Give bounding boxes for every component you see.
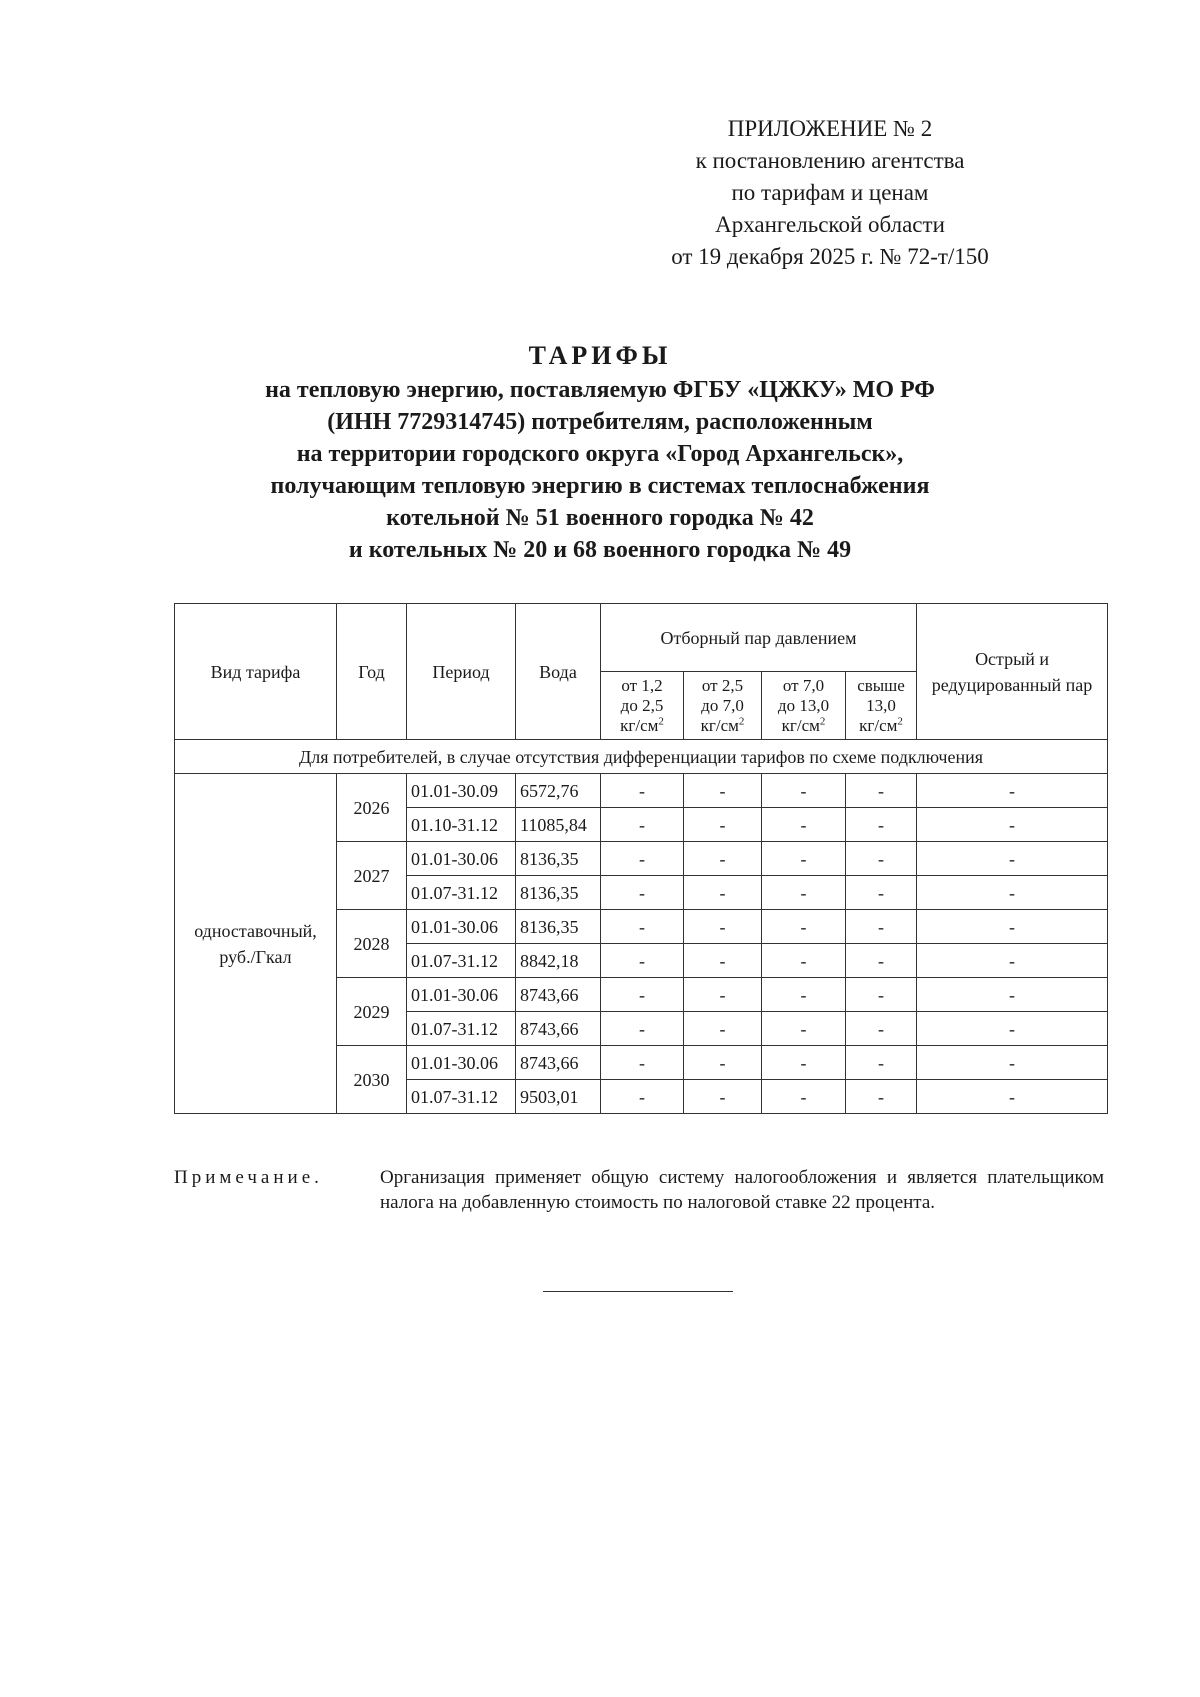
- steam-4-cell: -: [846, 910, 917, 944]
- steam-3-cell: -: [762, 774, 846, 808]
- tariffs-body: [175, 740, 1108, 1114]
- header-sharp-steam: Острый и редуцированный пар: [917, 604, 1108, 740]
- header-water: Вода: [516, 604, 601, 740]
- period-cell: 01.01-30.06: [407, 842, 516, 876]
- appendix-date-number: от 19 декабря 2025 г. № 72-т/150: [671, 244, 989, 269]
- title-line: котельной № 51 военного городка № 42: [386, 505, 814, 531]
- water-cell: 8136,35: [516, 910, 601, 944]
- appendix-line: Архангельской области: [715, 212, 945, 237]
- steam-2-cell: -: [684, 1046, 762, 1080]
- year-cell: 2030: [337, 1046, 407, 1114]
- table-row: [175, 774, 1108, 808]
- steam-3-cell: -: [762, 910, 846, 944]
- steam-4-cell: -: [846, 944, 917, 978]
- water-cell: 8842,18: [516, 944, 601, 978]
- steam-2-cell: -: [684, 774, 762, 808]
- steam-2-cell: -: [684, 1012, 762, 1046]
- steam-2-cell: -: [684, 978, 762, 1012]
- year-cell: 2027: [337, 842, 407, 910]
- document-title: [150, 340, 1050, 566]
- steam-4-cell: -: [846, 1080, 917, 1114]
- note-label: Примечание.: [174, 1167, 323, 1188]
- title-line: получающим тепловую энергию в системах теплоснабжения: [270, 473, 930, 499]
- steam-1-cell: -: [601, 842, 684, 876]
- sharp-steam-cell: -: [917, 774, 1108, 808]
- section-label: Для потребителей, в случае отсутствия дифференциации тарифов по схеме подключения: [175, 740, 1108, 774]
- header-year: Год: [337, 604, 407, 740]
- header-steam-1: от 1,2 до 2,5 $кг/см^2$: [601, 672, 684, 740]
- steam-3-cell: -: [762, 1046, 846, 1080]
- steam-4-cell: -: [846, 842, 917, 876]
- steam-1-cell: -: [601, 876, 684, 910]
- steam-2-cell: -: [684, 944, 762, 978]
- sharp-steam-cell: -: [917, 910, 1108, 944]
- title-line: (ИНН 7729314745) потребителям, расположенным: [327, 409, 873, 435]
- title-line: и котельных № 20 и 68 военного городка № 49: [348, 537, 852, 563]
- steam-3-cell: -: [762, 944, 846, 978]
- steam-4-cell: -: [846, 978, 917, 1012]
- period-cell: 01.01-30.06: [407, 978, 516, 1012]
- appendix-line: к постановлению агентства: [695, 148, 965, 173]
- steam-1-cell: -: [601, 774, 684, 808]
- steam-3-cell: -: [762, 842, 846, 876]
- steam-1-cell: -: [601, 1080, 684, 1114]
- steam-3-cell: -: [762, 978, 846, 1012]
- steam-1-cell: -: [601, 910, 684, 944]
- sharp-steam-cell: -: [917, 876, 1108, 910]
- appendix-line: по тарифам и ценам: [731, 180, 929, 205]
- steam-2-cell: -: [684, 876, 762, 910]
- steam-4-cell: -: [846, 1012, 917, 1046]
- header-steam-group: Отборный пар давлением: [601, 604, 917, 672]
- divider-line: [543, 1291, 733, 1292]
- year-cell: 2028: [337, 910, 407, 978]
- sharp-steam-cell: -: [917, 1012, 1108, 1046]
- year-cell: 2029: [337, 978, 407, 1046]
- water-cell: 8136,35: [516, 842, 601, 876]
- sharp-steam-cell: -: [917, 808, 1108, 842]
- appendix-header: [640, 113, 1020, 273]
- period-cell: 01.07-31.12: [407, 944, 516, 978]
- steam-1-cell: -: [601, 808, 684, 842]
- sharp-steam-cell: -: [917, 978, 1108, 1012]
- tariff-type-cell: одноставочный, руб./Гкал: [175, 774, 337, 1114]
- period-cell: 01.01-30.06: [407, 910, 516, 944]
- sharp-steam-cell: -: [917, 1046, 1108, 1080]
- water-cell: 8743,66: [516, 1012, 601, 1046]
- sharp-steam-cell: -: [917, 842, 1108, 876]
- steam-1-cell: -: [601, 1046, 684, 1080]
- steam-3-cell: -: [762, 876, 846, 910]
- steam-2-cell: -: [684, 808, 762, 842]
- title-main: ТАРИФЫ: [528, 341, 672, 370]
- period-cell: 01.07-31.12: [407, 1012, 516, 1046]
- steam-4-cell: -: [846, 808, 917, 842]
- period-cell: 01.01-30.09: [407, 774, 516, 808]
- header-period: Период: [407, 604, 516, 740]
- steam-3-cell: -: [762, 808, 846, 842]
- water-cell: 8136,35: [516, 876, 601, 910]
- steam-1-cell: -: [601, 944, 684, 978]
- period-cell: 01.10-31.12: [407, 808, 516, 842]
- note-text: Организация применяет общую систему налогообложения и является плательщиком налога на добавленную стоимость по налоговой ставке 22 процента.: [380, 1167, 1104, 1213]
- water-cell: 9503,01: [516, 1080, 601, 1114]
- title-line: на тепловую энергию, поставляемую ФГБУ «ЦЖКУ» МО РФ: [265, 377, 935, 403]
- title-line: на территории городского округа «Город Архангельск»,: [296, 441, 904, 467]
- header-steam-3: от 7,0 до 13,0 $кг/см^2$: [762, 672, 846, 740]
- water-cell: 11085,84: [516, 808, 601, 842]
- appendix-number: ПРИЛОЖЕНИЕ № 2: [727, 116, 933, 141]
- period-cell: 01.07-31.12: [407, 1080, 516, 1114]
- steam-1-cell: -: [601, 978, 684, 1012]
- steam-3-cell: -: [762, 1080, 846, 1114]
- steam-3-cell: -: [762, 1012, 846, 1046]
- year-cell: 2026: [337, 774, 407, 842]
- header-steam-2: от 2,5 до 7,0 $кг/см^2$: [684, 672, 762, 740]
- water-cell: 8743,66: [516, 978, 601, 1012]
- water-cell: 6572,76: [516, 774, 601, 808]
- steam-2-cell: -: [684, 842, 762, 876]
- period-cell: 01.07-31.12: [407, 876, 516, 910]
- steam-4-cell: -: [846, 774, 917, 808]
- tariffs-table: [174, 603, 1108, 1114]
- header-tariff-type: Вид тарифа: [175, 604, 337, 740]
- steam-1-cell: -: [601, 1012, 684, 1046]
- sharp-steam-cell: -: [917, 1080, 1108, 1114]
- steam-4-cell: -: [846, 1046, 917, 1080]
- water-cell: 8743,66: [516, 1046, 601, 1080]
- steam-2-cell: -: [684, 1080, 762, 1114]
- header-steam-4: свыше 13,0 $кг/см^2$: [846, 672, 917, 740]
- steam-2-cell: -: [684, 910, 762, 944]
- period-cell: 01.01-30.06: [407, 1046, 516, 1080]
- sharp-steam-cell: -: [917, 944, 1108, 978]
- steam-4-cell: -: [846, 876, 917, 910]
